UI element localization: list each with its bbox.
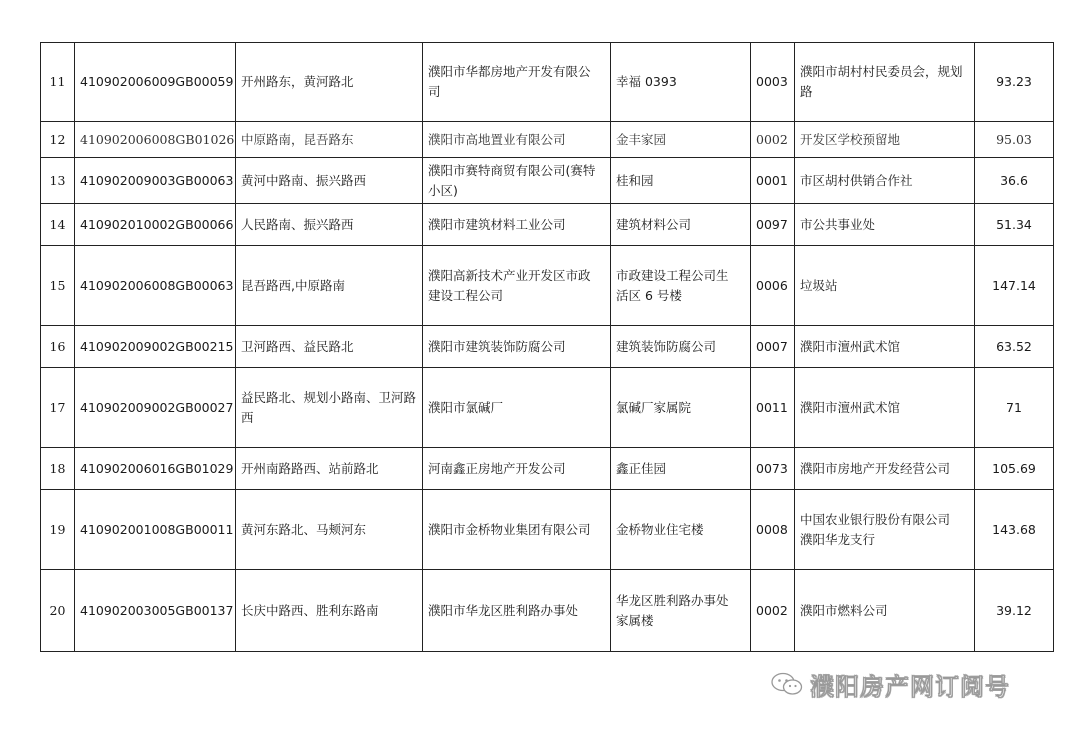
owner-cell: [423, 448, 611, 490]
table-row: [41, 158, 1054, 204]
location-cell: 昆吾路西,中原路南: [236, 246, 423, 326]
owner-cell: [423, 368, 611, 448]
row-number: 16: [41, 326, 75, 368]
row-number: 14: [41, 204, 75, 246]
area-cell: 105.69: [975, 448, 1054, 490]
watermark-text: 濮阳房产网订阅号: [810, 672, 1010, 701]
owner-cell: [423, 490, 611, 570]
table-row: [41, 43, 1054, 122]
holder-cell: [795, 490, 975, 570]
location-cell: [236, 368, 423, 448]
table-row: [41, 368, 1054, 448]
number-cell: 0097: [751, 204, 795, 246]
cell-line: 开发区学校预留地: [800, 131, 901, 147]
area-cell: 147.14: [975, 246, 1054, 326]
cell-line: 濮阳市高地置业有限公司: [428, 131, 566, 147]
row-number: 11: [41, 43, 75, 122]
number-cell: 0002: [751, 122, 795, 158]
table-row: [41, 246, 1054, 326]
row-number: 13: [41, 158, 75, 204]
owner-cell: [423, 122, 611, 158]
location-cell: 黄河中路南、振兴路西: [236, 158, 423, 204]
parcel-code: 410902009003GB00063: [75, 158, 236, 204]
cell-line: 濮阳市澶州武术馆: [800, 338, 901, 354]
cell-line: 中国农业银行股份有限公司: [800, 511, 951, 527]
table-row: [41, 448, 1054, 490]
parcel-code: 410902010002GB00066: [75, 204, 236, 246]
location-cell: 中原路南，昆吾路东: [236, 122, 423, 158]
number-cell: 0011: [751, 368, 795, 448]
area-cell: 71: [975, 368, 1054, 448]
parcel-code: 410902009002GB00027: [75, 368, 236, 448]
cell-line: 垃圾站: [800, 277, 838, 293]
watermark: [770, 666, 1010, 702]
project-cell: [611, 326, 751, 368]
owner-cell: [423, 43, 611, 122]
cell-line: 濮阳市房地产开发经营公司: [800, 460, 951, 476]
row-number: 12: [41, 122, 75, 158]
parcel-code: 410902006008GB01026: [75, 122, 236, 158]
parcel-code: 410902006016GB01029: [75, 448, 236, 490]
owner-cell: [423, 326, 611, 368]
area-cell: 93.23: [975, 43, 1054, 122]
cell-line: 建设工程公司: [428, 287, 504, 303]
row-number: 17: [41, 368, 75, 448]
cell-line: 河南鑫正房地产开发公司: [428, 460, 566, 476]
cell-line: 金桥物业住宅楼: [616, 521, 704, 537]
number-cell: 0007: [751, 326, 795, 368]
area-cell: 51.34: [975, 204, 1054, 246]
cell-line: 西: [241, 409, 254, 425]
parcel-code: 410902006008GB00063: [75, 246, 236, 326]
holder-cell: [795, 448, 975, 490]
number-cell: 0006: [751, 246, 795, 326]
table-row: [41, 326, 1054, 368]
project-cell: [611, 448, 751, 490]
holder-cell: [795, 570, 975, 652]
row-number: 20: [41, 570, 75, 652]
cell-line: 濮阳高新技术产业开发区市政: [428, 267, 591, 283]
area-cell: 36.6: [975, 158, 1054, 204]
cell-line: 鑫正佳园: [616, 460, 667, 476]
location-cell: 开州南路路西、站前路北: [236, 448, 423, 490]
row-number: 15: [41, 246, 75, 326]
cell-line: 濮阳市澶州武术馆: [800, 399, 901, 415]
project-cell: [611, 368, 751, 448]
area-cell: 143.68: [975, 490, 1054, 570]
project-cell: [611, 570, 751, 652]
project-cell: [611, 246, 751, 326]
table-row: [41, 122, 1054, 158]
land-registry-table: [40, 42, 1054, 652]
owner-cell: [423, 158, 611, 204]
project-cell: [611, 122, 751, 158]
row-number: 19: [41, 490, 75, 570]
cell-line: 桂和园: [616, 172, 654, 188]
number-cell: 0002: [751, 570, 795, 652]
cell-line: 市政建设工程公司生: [616, 267, 729, 283]
cell-line: 金丰家园: [616, 131, 667, 147]
parcel-code: 410902006009GB00059: [75, 43, 236, 122]
project-cell: [611, 158, 751, 204]
holder-cell: [795, 368, 975, 448]
table-row: [41, 570, 1054, 652]
cell-line: 华龙区胜利路办事处: [616, 592, 729, 608]
cell-line: 濮阳市胡村村民委员会，规划: [800, 64, 963, 79]
holder-cell: [795, 246, 975, 326]
owner-cell: [423, 204, 611, 246]
cell-line: 市公共事业处: [800, 216, 876, 232]
row-number: 18: [41, 448, 75, 490]
wechat-icon: [770, 671, 804, 697]
cell-line: 建筑装饰防腐公司: [616, 338, 717, 354]
cell-line: 濮阳市氯碱厂: [428, 399, 504, 415]
cell-line: 濮阳市赛特商贸有限公司(赛特: [428, 162, 596, 178]
project-cell: [611, 490, 751, 570]
table-row: [41, 490, 1054, 570]
cell-line: 氯碱厂家属院: [616, 399, 692, 415]
owner-cell: [423, 246, 611, 326]
cell-line: 濮阳市华都房地产开发有限公: [428, 64, 591, 79]
number-cell: 0008: [751, 490, 795, 570]
cell-line: 活区 6 号楼: [616, 287, 682, 303]
parcel-code: 410902009002GB00215: [75, 326, 236, 368]
parcel-code: 410902003005GB00137: [75, 570, 236, 652]
cell-line: 司: [428, 84, 441, 99]
location-cell: 黄河东路北、马颊河东: [236, 490, 423, 570]
cell-line: 濮阳市金桥物业集团有限公司: [428, 521, 591, 537]
number-cell: 0073: [751, 448, 795, 490]
owner-cell: [423, 570, 611, 652]
location-cell: 卫河路西、益民路北: [236, 326, 423, 368]
cell-line: 濮阳市华龙区胜利路办事处: [428, 602, 579, 618]
project-cell: [611, 43, 751, 122]
table-row: [41, 204, 1054, 246]
holder-cell: [795, 158, 975, 204]
cell-line: 濮阳市建筑材料工业公司: [428, 216, 566, 232]
cell-line: 幸福 0393: [616, 74, 677, 89]
cell-line: 小区): [428, 182, 458, 198]
project-cell: [611, 204, 751, 246]
holder-cell: [795, 122, 975, 158]
cell-line: 市区胡村供销合作社: [800, 172, 913, 188]
number-cell: 0003: [751, 43, 795, 122]
area-cell: 63.52: [975, 326, 1054, 368]
cell-line: 家属楼: [616, 612, 654, 628]
holder-cell: [795, 43, 975, 122]
number-cell: 0001: [751, 158, 795, 204]
location-cell: 开州路东，黄河路北: [236, 43, 423, 122]
area-cell: 95.03: [975, 122, 1054, 158]
cell-line: 建筑材料公司: [616, 216, 692, 232]
location-cell: 人民路南、振兴路西: [236, 204, 423, 246]
holder-cell: [795, 204, 975, 246]
parcel-code: 410902001008GB00011: [75, 490, 236, 570]
cell-line: 濮阳市建筑装饰防腐公司: [428, 338, 566, 354]
location-cell: 长庆中路西、胜利东路南: [236, 570, 423, 652]
cell-line: 濮阳华龙支行: [800, 531, 876, 547]
cell-line: 濮阳市燃料公司: [800, 602, 888, 618]
cell-line: 益民路北、规划小路南、卫河路: [241, 389, 417, 405]
holder-cell: [795, 326, 975, 368]
cell-line: 路: [800, 84, 813, 99]
area-cell: 39.12: [975, 570, 1054, 652]
